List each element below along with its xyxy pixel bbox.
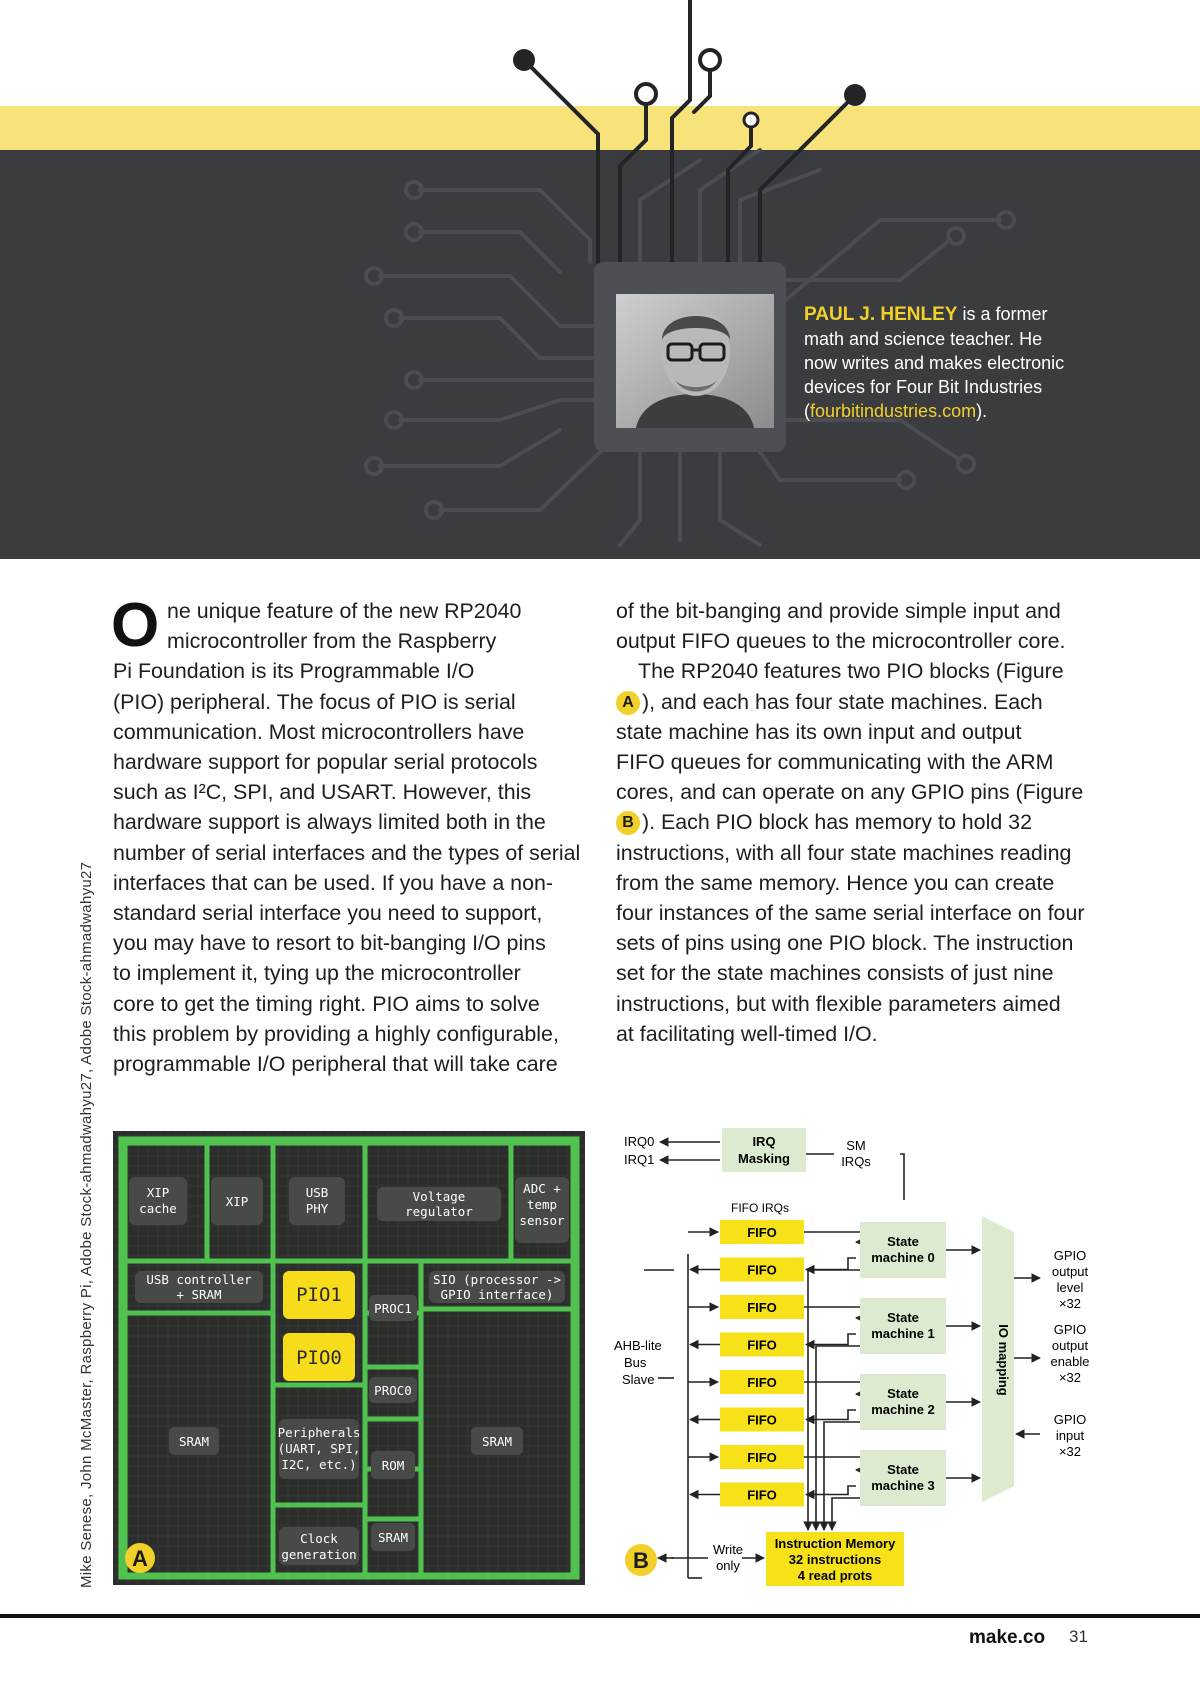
svg-text:State: State (887, 1310, 919, 1325)
svg-text:FIFO: FIFO (747, 1487, 777, 1503)
svg-text:FIFO: FIFO (747, 1337, 777, 1353)
author-name: PAUL J. HENLEY (804, 304, 958, 325)
write-only-label: Write (712, 1542, 744, 1557)
svg-text:cache: cache (139, 1201, 177, 1216)
svg-text:PROC0: PROC0 (374, 1383, 412, 1398)
svg-text:FIFO: FIFO (747, 1225, 777, 1240)
figure-b-badge (625, 1544, 657, 1576)
adc-temp-sensor-block (515, 1177, 569, 1243)
rom-block (371, 1451, 415, 1479)
body-line: instructions, with all four state machines reading (616, 840, 1072, 865)
body-line: hardware support for popular serial protocols (113, 750, 538, 775)
clock-generation-block (279, 1527, 359, 1565)
svg-text:State: State (887, 1386, 919, 1401)
svg-text:machine 1: machine 1 (871, 1326, 935, 1341)
svg-text:FIFO: FIFO (747, 1262, 777, 1278)
svg-text:Instruction Memory: Instruction Memory (774, 1536, 896, 1551)
svg-text:I2C, etc.): I2C, etc.) (281, 1457, 357, 1472)
svg-text:SRAM: SRAM (481, 1434, 513, 1449)
svg-text:ADC +: ADC + (523, 1181, 561, 1196)
svg-text:GPIO: GPIO (1053, 1412, 1087, 1427)
svg-text:Peripherals: Peripherals (277, 1425, 361, 1440)
svg-text:PHY: PHY (305, 1201, 329, 1216)
state-machine-stack (860, 1222, 946, 1506)
bio-line-2: math and science teacher. He (804, 329, 1043, 349)
xip-block (211, 1177, 263, 1225)
body-line: core to get the timing right. PIO aims to solve (113, 991, 540, 1016)
body-line: microcontroller from the Raspberry (167, 629, 497, 654)
body-line: communication. Most microcontrollers have (113, 719, 525, 744)
sram-left-block (169, 1427, 219, 1455)
page-number: 31 (1069, 1627, 1088, 1646)
article-column-right (616, 596, 1094, 1049)
body-line: sets of pins using one PIO block. The instruction (616, 931, 1074, 956)
svg-text:(UART, SPI,: (UART, SPI, (277, 1441, 361, 1456)
state-machine-block (860, 1298, 946, 1354)
figure-a-badge (125, 1543, 155, 1573)
body-line: (PIO) peripheral. The focus of PIO is serial (113, 689, 516, 714)
bio-paren-close: ). (976, 401, 988, 421)
drop-cap: O (111, 591, 160, 660)
svg-text:regulator: regulator (405, 1204, 473, 1219)
svg-text:Voltage: Voltage (412, 1189, 466, 1204)
write-only-label-2: only (716, 1558, 740, 1573)
bio-line-1: is a former (957, 304, 1048, 324)
fifo-block (720, 1220, 804, 1244)
svg-text:PROC1: PROC1 (374, 1301, 412, 1316)
fifo-block (720, 1483, 804, 1507)
svg-text:A: A (132, 1546, 148, 1571)
figure-b-ref-badge[interactable]: B (616, 811, 640, 835)
sm-irqs-label-2: IRQs (841, 1154, 871, 1169)
fifo-block (720, 1370, 804, 1394)
svg-text:output: output (1051, 1338, 1089, 1353)
fifo-block (720, 1258, 804, 1282)
body-line-text: ). Each PIO block has memory to hold 32 (642, 810, 1032, 835)
gpio-input-label (1054, 1412, 1087, 1459)
fifo-block (720, 1445, 804, 1469)
svg-text:XIP: XIP (225, 1194, 249, 1209)
state-machine-block (860, 1450, 946, 1506)
figure-b-pio-block-diagram (612, 1128, 1102, 1588)
svg-text:+ SRAM: + SRAM (176, 1287, 222, 1302)
fifo-block (720, 1295, 804, 1319)
sio-block (429, 1271, 565, 1303)
svg-text:SRAM: SRAM (377, 1530, 409, 1545)
sram-right-block (471, 1427, 523, 1455)
body-line: set for the state machines consists of just nine (616, 961, 1054, 986)
body-line: to implement it, tying up the microcontroller (113, 961, 521, 986)
svg-text:SRAM: SRAM (178, 1434, 210, 1449)
svg-text:sensor: sensor (519, 1213, 565, 1228)
figure-a-ref-badge[interactable]: A (616, 691, 640, 715)
state-machine-block (860, 1222, 946, 1278)
body-line: Pi Foundation is its Programmable I/O (113, 659, 475, 684)
irq-masking-block (722, 1128, 806, 1172)
footer-rule (0, 1614, 1200, 1618)
svg-text:×32: ×32 (1058, 1444, 1082, 1459)
usb-phy-block (289, 1177, 345, 1225)
ahb-label-2: Bus (624, 1355, 647, 1370)
voltage-regulator-block (377, 1187, 501, 1221)
gpio-output-level-label (1052, 1248, 1089, 1311)
sm-irqs-label: SM (846, 1138, 866, 1153)
gpio-output-enable-label (1050, 1322, 1089, 1385)
fifo-block (720, 1333, 804, 1357)
body-line-with-figure-ref (616, 687, 1094, 717)
body-line: instructions, but with flexible parameters aimed (616, 991, 1061, 1016)
photo-credit: Mike Senese, John McMaster, Raspberry Pi, Adobe Stock-ahmadwahyu27, Adobe Stock-ahmadwahyu27 (78, 861, 95, 1588)
svg-text:State: State (887, 1462, 919, 1477)
svg-text:×32: ×32 (1058, 1296, 1082, 1311)
pio0-block (283, 1333, 355, 1381)
fifo-irqs-label: FIFO IRQs (731, 1201, 789, 1215)
body-line: hardware support is always limited both in the (113, 810, 546, 835)
svg-text:machine 3: machine 3 (871, 1478, 935, 1493)
body-line: The RP2040 features two PIO blocks (Figure (638, 659, 1064, 684)
body-line: programmable I/O peripheral that will take care (113, 1052, 558, 1077)
ahb-label: AHB-lite (614, 1338, 662, 1353)
xip-cache-block (129, 1177, 187, 1225)
svg-text:XIP: XIP (146, 1185, 170, 1200)
svg-text:USB controller: USB controller (146, 1272, 252, 1287)
svg-text:Clock: Clock (300, 1531, 338, 1546)
bio-line-4: devices for Four Bit Industries (804, 377, 1043, 397)
svg-text:generation: generation (281, 1547, 357, 1562)
svg-text:enable: enable (1050, 1354, 1090, 1369)
body-line: ne unique feature of the new RP2040 (167, 599, 522, 623)
svg-text:32 instructions: 32 instructions (788, 1552, 882, 1567)
svg-text:FIFO: FIFO (747, 1375, 777, 1390)
author-website-link[interactable]: fourbitindustries.com (810, 401, 977, 421)
body-line: state machine has its own input and output (616, 719, 1022, 744)
svg-text:output: output (1051, 1264, 1089, 1279)
fifo-stack (720, 1220, 804, 1507)
body-line: at facilitating well-timed I/O. (616, 1021, 878, 1046)
svg-text:level: level (1056, 1280, 1084, 1295)
body-line: from the same memory. Hence you can create (616, 870, 1055, 895)
footer-site: make.co (969, 1627, 1046, 1648)
svg-text:State: State (887, 1234, 919, 1249)
svg-text:IO mapping: IO mapping (996, 1324, 1011, 1396)
svg-text:input: input (1055, 1428, 1085, 1443)
author-bio (804, 302, 1104, 423)
instruction-memory-read-lines (808, 1270, 860, 1530)
state-machine-block (860, 1374, 946, 1430)
svg-text:B: B (633, 1548, 649, 1573)
svg-text:FIFO: FIFO (747, 1412, 777, 1428)
article-column-left (111, 591, 591, 1079)
author-photo (616, 294, 774, 428)
svg-text:IRQ: IRQ (752, 1134, 776, 1149)
body-line-with-figure-ref (616, 807, 1094, 837)
proc1-block (369, 1295, 417, 1321)
body-line: you may have to resort to bit-banging I/O pins (113, 931, 546, 956)
bio-paren-open: ( (804, 401, 810, 421)
svg-text:SIO (processor ->: SIO (processor -> (433, 1272, 561, 1287)
body-line: output FIFO queues to the microcontroller core. (616, 629, 1066, 654)
sram-mid-block (371, 1523, 415, 1551)
svg-text:PIO1: PIO1 (296, 1284, 342, 1306)
body-line: interfaces that can be used. If you have a non- (113, 870, 553, 895)
body-line: four instances of the same serial interface on four (616, 901, 1085, 926)
usb-controller-block (135, 1271, 263, 1303)
body-line: this problem by providing a highly configurable, (113, 1021, 559, 1046)
figure-a-rp2040-die (113, 1131, 585, 1585)
body-line: standard serial interface you need to support, (113, 901, 543, 926)
svg-text:FIFO: FIFO (747, 1300, 777, 1315)
irq1-label: IRQ1 (624, 1152, 655, 1167)
body-line: number of serial interfaces and the types of serial (113, 840, 581, 865)
svg-text:GPIO: GPIO (1053, 1322, 1087, 1337)
body-line: FIFO queues for communicating with the ARM (616, 750, 1054, 775)
svg-text:GPIO interface): GPIO interface) (440, 1287, 554, 1302)
svg-text:Masking: Masking (737, 1151, 791, 1166)
body-line-text: ), and each has four state machines. Each (642, 689, 1043, 714)
svg-text:temp: temp (526, 1197, 558, 1212)
svg-text:machine 2: machine 2 (871, 1402, 935, 1417)
svg-text:GPIO: GPIO (1053, 1248, 1087, 1263)
svg-text:machine 0: machine 0 (871, 1250, 935, 1265)
body-line: such as I²C, SPI, and USART. However, this (113, 780, 532, 805)
body-line: cores, and can operate on any GPIO pins (Figure (616, 780, 1084, 805)
irq0-label: IRQ0 (624, 1134, 655, 1149)
svg-text:PIO0: PIO0 (296, 1347, 342, 1369)
ahb-label-3: Slave (622, 1372, 655, 1387)
pio1-block (283, 1271, 355, 1319)
svg-text:USB: USB (305, 1185, 329, 1200)
svg-text:4 read prots: 4 read prots (797, 1568, 873, 1583)
svg-text:×32: ×32 (1058, 1370, 1082, 1385)
peripherals-block (278, 1419, 361, 1479)
bio-line-3: now writes and makes electronic (804, 353, 1065, 373)
svg-text:ROM: ROM (381, 1458, 405, 1473)
instruction-memory-block (766, 1532, 904, 1586)
proc0-block (369, 1377, 417, 1403)
svg-text:FIFO: FIFO (747, 1450, 777, 1465)
body-line: of the bit-banging and provide simple input and (616, 599, 1061, 623)
fifo-block (720, 1408, 804, 1432)
io-mapping-block (982, 1216, 1014, 1502)
